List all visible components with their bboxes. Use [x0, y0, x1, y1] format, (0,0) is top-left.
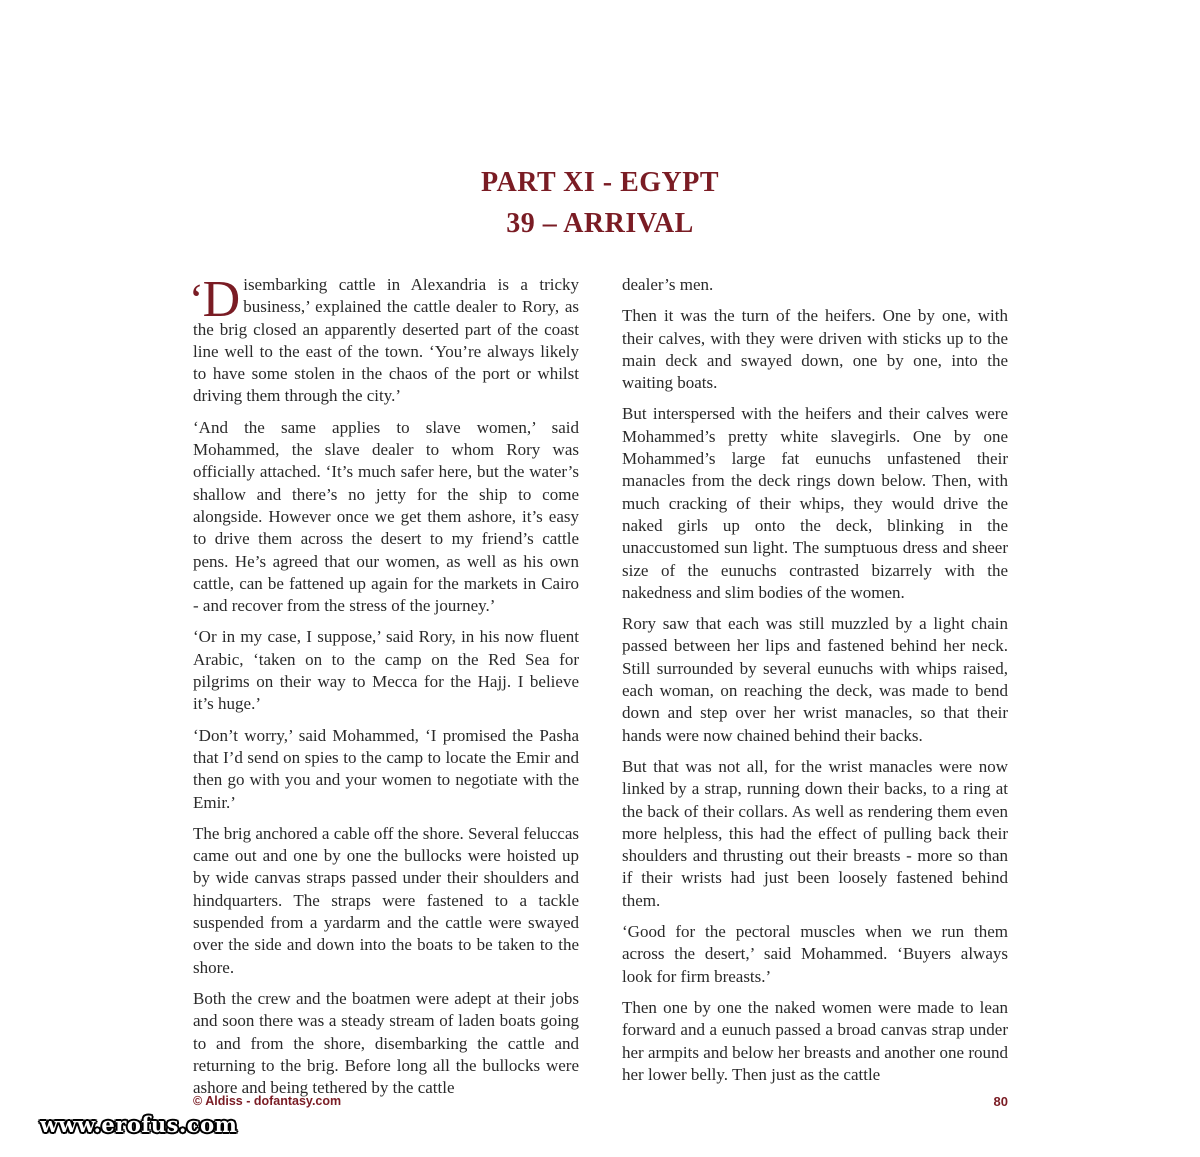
paragraph: But that was not all, for the wrist manacles were now linked by a strap, running down their backs, to a ring at the back of their collars. As well as rendering them even more helpless, this had the effect of pulling back their shoulders and thrusting out their breasts - more so than if their wrists had just been loosely fastened behind them. — [622, 756, 1008, 910]
chapter-heading — [0, 162, 1200, 244]
drop-cap — [189, 271, 241, 328]
chapter-title: 39 – ARRIVAL — [506, 208, 694, 239]
left-column — [189, 271, 579, 1108]
paragraph: Then it was the turn of the heifers. One by one, with their calves, with they were driven with sticks up to the main deck and swayed down, one by one, into the waiting boats. — [622, 306, 1008, 393]
paragraph: Then one by one the naked women were made to lean forward and a eunuch passed a broad canvas strap under her armpits and below her breasts and another one round her lower belly. Then just as the cattle — [622, 997, 1008, 1084]
paragraph: dealer’s men. — [622, 275, 714, 294]
drop-cap-quote: ‘ — [189, 275, 204, 324]
footer-copyright: © Aldiss - dofantasy.com — [193, 1094, 342, 1108]
paragraph: ‘And the same applies to slave women,’ said Mohammed, the slave dealer to whom Rory was officially attached. ‘It’s much safer here, but the water’s shallow and there’s no jetty for the ship to come alongside. However once we get them ashore, it’s easy to drive them across the desert to my friend’s cattle pens. He’s agreed that our women, as well as his own cattle, can be fattened up again for the markets in Cairo - and recover from the stress of the journey.’ — [193, 417, 579, 616]
paragraph: ‘Don’t worry,’ said Mohammed, ‘I promised the Pasha that I’d send on spies to the camp to locate the Emir and then go with you and your women to negotiate with the Emir.’ — [193, 725, 579, 812]
paragraph: The brig anchored a cable off the shore. Several feluccas came out and one by one the bullocks were hoisted up by wide canvas straps passed under their shoulders and hindquarters. The straps were fastened to a tackle suspended from a yardarm and the cattle were swayed over the side and down into the boats to be taken to the shore. — [193, 823, 579, 977]
paragraph: Rory saw that each was still muzzled by a light chain passed between her lips and fastened behind her neck. Still surrounded by several eunuchs with whips raised, each woman, on reaching the deck, was made to bend down and step over her wrist manacles, so that their hands were now chained behind their backs. — [622, 614, 1008, 745]
paragraph: But interspersed with the heifers and their calves were Mohammed’s pretty white slavegirls. One by one Mohammed’s large fat eunuchs unfastened their manacles from the deck rings down below. Then, with much cracking of their whips, they would drive the naked girls up onto the deck, blinking in the unaccustomed sun light. The sumptuous dress and sheer size of the eunuchs contrasted bizarrely with the nakedness and slim bodies of the women. — [622, 404, 1008, 602]
paragraph: ‘Or in my case, I suppose,’ said Rory, in his now fluent Arabic, ‘taken on to the camp on the Red Sea for pilgrims on their way to Mecca for the Hajj. I believe it’s huge.’ — [193, 627, 579, 714]
paragraph: ‘Good for the pectoral muscles when we run them across the desert,’ said Mohammed. ‘Buyers always look for firm breasts.’ — [622, 922, 1008, 986]
paragraph — [189, 271, 579, 408]
part-title: PART XI - EGYPT — [480, 167, 720, 198]
drop-cap-letter: D — [202, 271, 241, 328]
watermark: www.erofus.com — [40, 1112, 238, 1137]
page-number: 80 — [993, 1094, 1008, 1109]
paragraph: Both the crew and the boatmen were adept at their jobs and soon there was a steady stream of laden boats going to and from the shore, disembarking the cattle and returning to the brig. Before long all the bullocks were ashore and being tethered by the cattle — [193, 988, 579, 1098]
right-column — [622, 274, 1008, 1095]
paragraph-text: isembarking cattle in Alexandria is a tricky business,’ explained the cattle dealer to Rory, as the brig closed an apparently deserted part of the coast line well to the east of the town. ‘You’re always likely to have some stolen in the chaos of the port or whilst driving them through the city.’ — [193, 275, 579, 406]
